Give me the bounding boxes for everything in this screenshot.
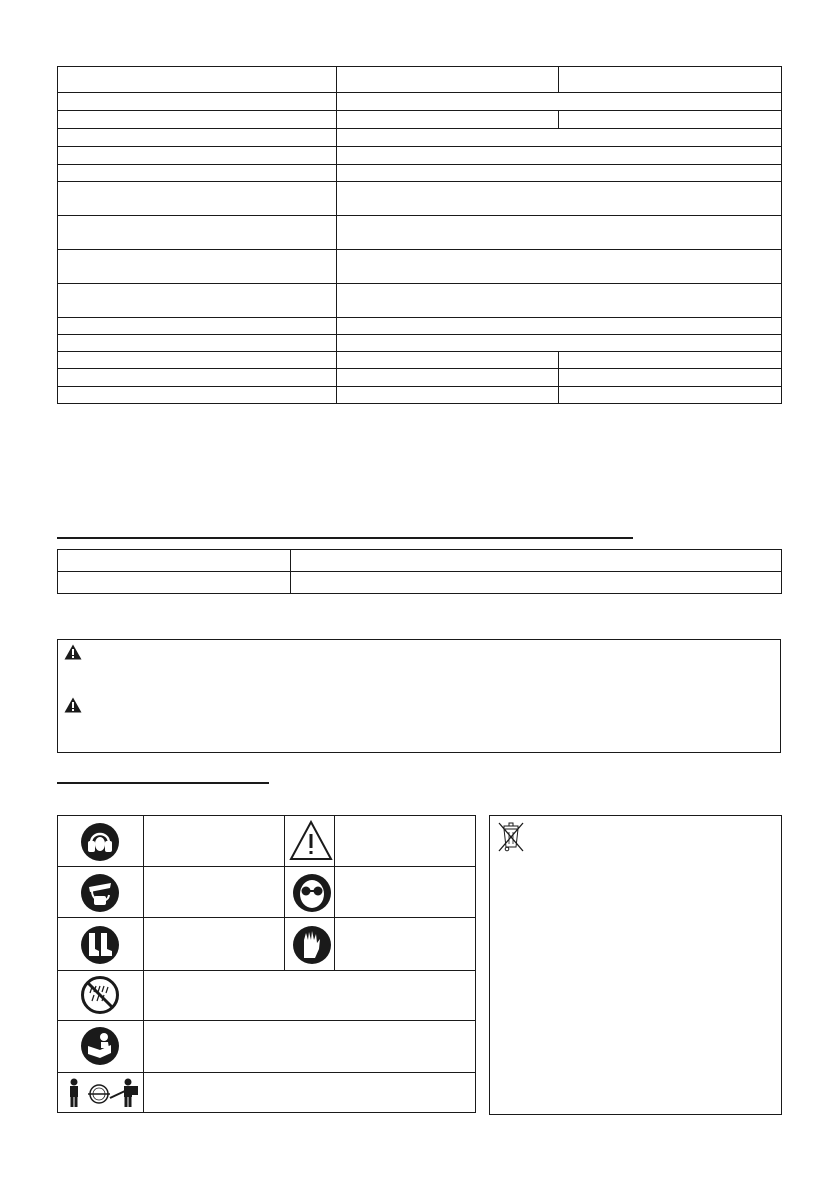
symbols-panel (57, 815, 476, 1113)
read-manual-icon (80, 1026, 120, 1066)
column-divider (143, 816, 144, 1112)
eye-protection-icon (292, 873, 332, 913)
warning-triangle-icon (64, 644, 82, 660)
warning-triangle-icon (64, 697, 82, 713)
row-divider (58, 917, 475, 918)
row-divider (58, 1020, 475, 1021)
weee-panel (489, 815, 782, 1115)
table-row (58, 147, 782, 165)
safety-boots-icon (80, 925, 120, 965)
table-row (58, 182, 782, 216)
table-row (58, 284, 782, 318)
section-heading-rule (57, 537, 633, 539)
accessory-table (57, 549, 782, 594)
table-row (58, 93, 782, 111)
table-row (58, 387, 782, 404)
table-row (58, 250, 782, 284)
row-divider (58, 866, 475, 867)
table-row (58, 165, 782, 182)
column-divider (284, 816, 285, 971)
row-divider (58, 1072, 475, 1073)
table-row (58, 369, 782, 387)
table-row (58, 129, 782, 147)
column-divider (334, 816, 335, 971)
table-row (58, 67, 782, 93)
table-row (58, 318, 782, 335)
table-row (58, 550, 782, 572)
ear-protection-icon (80, 822, 120, 862)
table-row (58, 216, 782, 250)
specification-table (57, 66, 782, 404)
protective-gloves-icon (292, 925, 332, 965)
table-row (58, 572, 782, 594)
table-row (58, 111, 782, 129)
caution-triangle-icon (289, 820, 333, 862)
row-divider (58, 970, 475, 971)
no-rain-icon (80, 975, 120, 1015)
symbols-heading-rule (57, 782, 269, 784)
keep-distance-icon (62, 1077, 142, 1109)
crossed-out-wheelie-bin-icon (497, 820, 525, 854)
warning-box (57, 639, 781, 753)
table-row (58, 335, 782, 352)
table-row (58, 352, 782, 369)
face-shield-icon (80, 873, 120, 913)
